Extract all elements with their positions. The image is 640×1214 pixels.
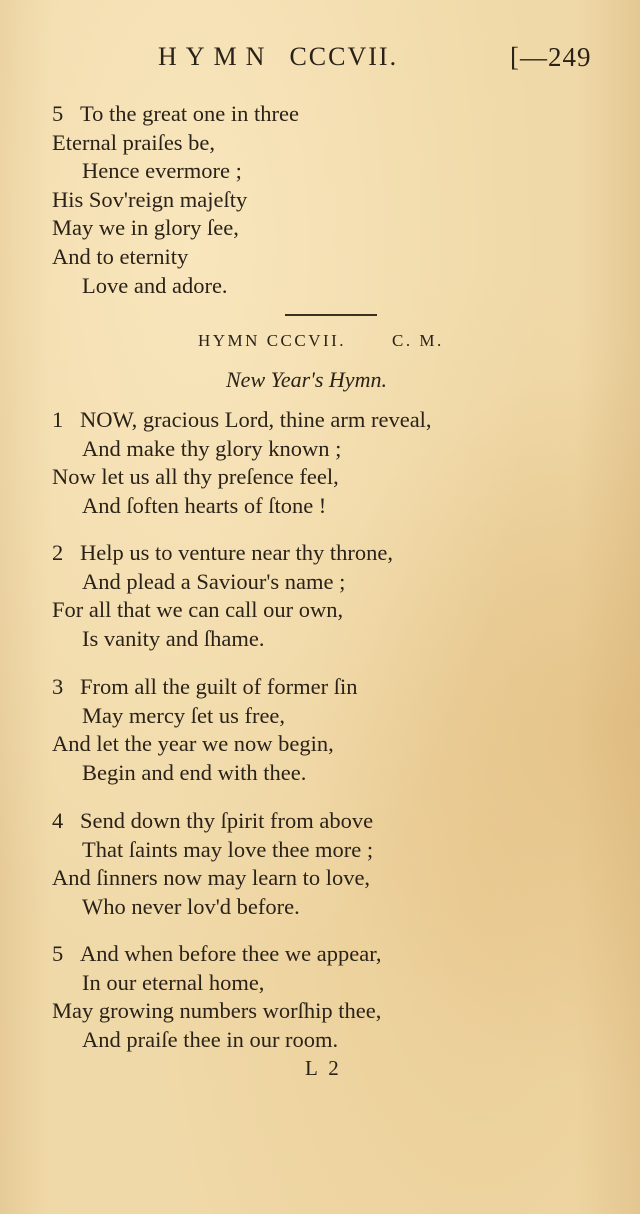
- verse-text: And when before thee we appear,: [80, 941, 382, 966]
- hymn-subtitle: New Year's Hymn.: [226, 367, 387, 392]
- verse-line: [0, 596, 640, 625]
- previous-hymn-stanza: [0, 100, 640, 300]
- verse-line: [0, 539, 640, 568]
- verse-line: [0, 492, 640, 521]
- verse-text: Send down thy ſpirit from above: [80, 808, 374, 833]
- stanza-5: [0, 940, 640, 1054]
- verse-text: And let the year we now begin,: [52, 731, 334, 757]
- verse-text: And ſinners now may learn to love,: [52, 865, 371, 891]
- verse-text: Is vanity and ſhame.: [82, 625, 265, 651]
- stanza-number: 1: [52, 407, 64, 432]
- verse-text: For all that we can call our own,: [52, 597, 344, 623]
- verse-line: [0, 730, 640, 759]
- verse-text: In our eternal home,: [82, 969, 265, 995]
- stanza-2: [0, 539, 640, 653]
- verse-line: [0, 997, 640, 1026]
- stanza-number: 4: [52, 808, 64, 833]
- hymn-title: HYMN CCCVII.: [198, 331, 347, 350]
- page-number: [—249: [510, 42, 592, 72]
- verse-line: [0, 807, 640, 836]
- verse-line: [0, 406, 640, 435]
- verse-text: His Sov'reign majeſty: [52, 186, 248, 212]
- verse-text: NOW, gracious Lord, thine arm reveal,: [80, 407, 432, 432]
- verse-line: [0, 463, 640, 492]
- verse-text: May we in glory ſee,: [52, 215, 239, 241]
- verse-line: [0, 435, 640, 464]
- running-title-word: HYMN: [158, 42, 274, 71]
- verse-line: [0, 625, 640, 654]
- verse-text: Who never lov'd before.: [82, 893, 300, 919]
- verse-text: Eternal praiſes be,: [52, 129, 216, 155]
- verse-line: [0, 243, 640, 272]
- verse-line: [0, 759, 640, 788]
- verse-line: [0, 836, 640, 865]
- verse-text: To the great one in three: [80, 101, 299, 126]
- verse-text: From all the guilt of former ſin: [80, 674, 358, 699]
- verse-text: Love and adore.: [82, 272, 228, 298]
- stanza-number: 2: [52, 540, 64, 565]
- verse-line: [0, 1026, 640, 1055]
- verse-line: [0, 100, 640, 129]
- verse-text: And praiſe thee in our room.: [82, 1026, 339, 1052]
- verse-text: Help us to venture near thy throne,: [80, 540, 394, 565]
- verse-line: [0, 673, 640, 702]
- verse-line: [0, 157, 640, 186]
- verse-text: And to eternity: [52, 243, 189, 269]
- verse-line: [0, 186, 640, 215]
- verse-line: [0, 568, 640, 597]
- verse-text: That ſaints may love thee more ;: [82, 836, 374, 862]
- verse-line: [0, 702, 640, 731]
- page-header: [0, 42, 640, 82]
- verse-line: [0, 272, 640, 301]
- running-title-number: CCCVII.: [289, 42, 399, 71]
- stanza-4: [0, 807, 640, 921]
- verse-line: [0, 129, 640, 158]
- verse-line: [0, 969, 640, 998]
- verse-text: Now let us all thy preſence feel,: [52, 464, 339, 490]
- stanza-number: 3: [52, 674, 64, 699]
- verse-text: Hence evermore ;: [82, 158, 242, 184]
- stanza-1: [0, 406, 640, 520]
- stanza-number: 5: [52, 941, 64, 966]
- verse-text: Begin and end with thee.: [82, 759, 307, 785]
- verse-line: [0, 864, 640, 893]
- signature-mark: L 2: [305, 1056, 342, 1080]
- hymn-meter: C. M.: [392, 331, 444, 350]
- verse-text: And ſoften hearts of ſtone !: [82, 492, 327, 518]
- verse-text: May mercy ſet us free,: [82, 702, 286, 728]
- verse-text: May growing numbers worſhip thee,: [52, 998, 382, 1024]
- stanza-3: [0, 673, 640, 787]
- verse-text: And plead a Saviour's name ;: [82, 568, 346, 594]
- running-title: [158, 42, 398, 72]
- verse-line: [0, 214, 640, 243]
- section-divider: [285, 314, 377, 316]
- stanza-number: 5: [52, 101, 64, 126]
- verse-text: And make thy glory known ;: [82, 435, 342, 461]
- verse-line: [0, 893, 640, 922]
- verse-line: [0, 940, 640, 969]
